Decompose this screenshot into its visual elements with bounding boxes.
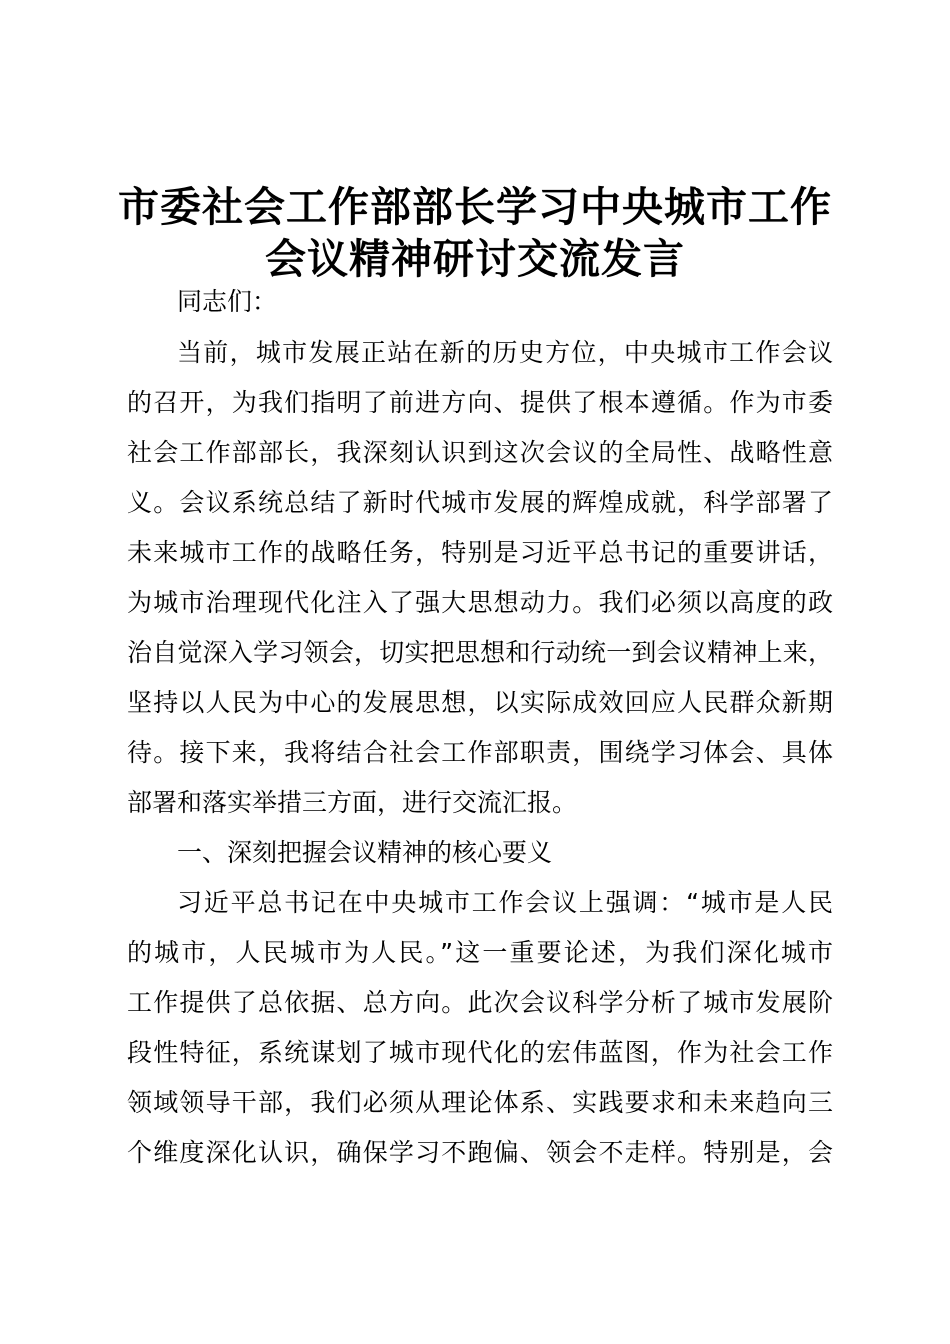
document-title-line-2: 会议精神研讨交流发言 <box>265 235 685 283</box>
body-line: 为城市治理现代化注入了强大思想动力。我们必须以高度的政 <box>127 588 833 617</box>
body-line: 的召开，为我们指明了前进方向、提供了根本遵循。作为市委 <box>127 388 833 417</box>
body-line: 社会工作部部长，我深刻认识到这次会议的全局性、战略性意 <box>127 438 833 467</box>
body-line: 待。接下来，我将结合社会工作部职责，围绕学习体会、具体 <box>127 738 833 767</box>
document-title-line-1: 市委社会工作部部长学习中央城市工作 <box>118 183 832 231</box>
body-line: 当前，城市发展正站在新的历史方位，中央城市工作会议 <box>177 338 833 367</box>
body-line: 未来城市工作的战略任务，特别是习近平总书记的重要讲话， <box>127 538 833 567</box>
body-line: 的城市，人民城市为人民。”这一重要论述，为我们深化城市 <box>127 938 833 967</box>
body-line: 段性特征，系统谋划了城市现代化的宏伟蓝图，作为社会工作 <box>127 1038 833 1067</box>
body-line: 个维度深化认识，确保学习不跑偏、领会不走样。特别是，会 <box>127 1138 833 1167</box>
body-line: 治自觉深入学习领会，切实把思想和行动统一到会议精神上来， <box>127 638 833 667</box>
body-line: 义。会议系统总结了新时代城市发展的辉煌成就，科学部署了 <box>127 488 833 517</box>
section-heading: 一、深刻把握会议精神的核心要义 <box>177 838 553 867</box>
body-line: 领域领导干部，我们必须从理论体系、实践要求和未来趋向三 <box>127 1088 833 1117</box>
body-line: 习近平总书记在中央城市工作会议上强调：“城市是人民 <box>177 888 833 917</box>
body-line: 工作提供了总依据、总方向。此次会议科学分析了城市发展阶 <box>127 988 833 1017</box>
body-line: 坚持以人民为中心的发展思想，以实际成效回应人民群众新期 <box>127 688 833 717</box>
salutation: 同志们： <box>177 287 278 316</box>
body-line: 部署和落实举措三方面，进行交流汇报。 <box>127 788 578 817</box>
